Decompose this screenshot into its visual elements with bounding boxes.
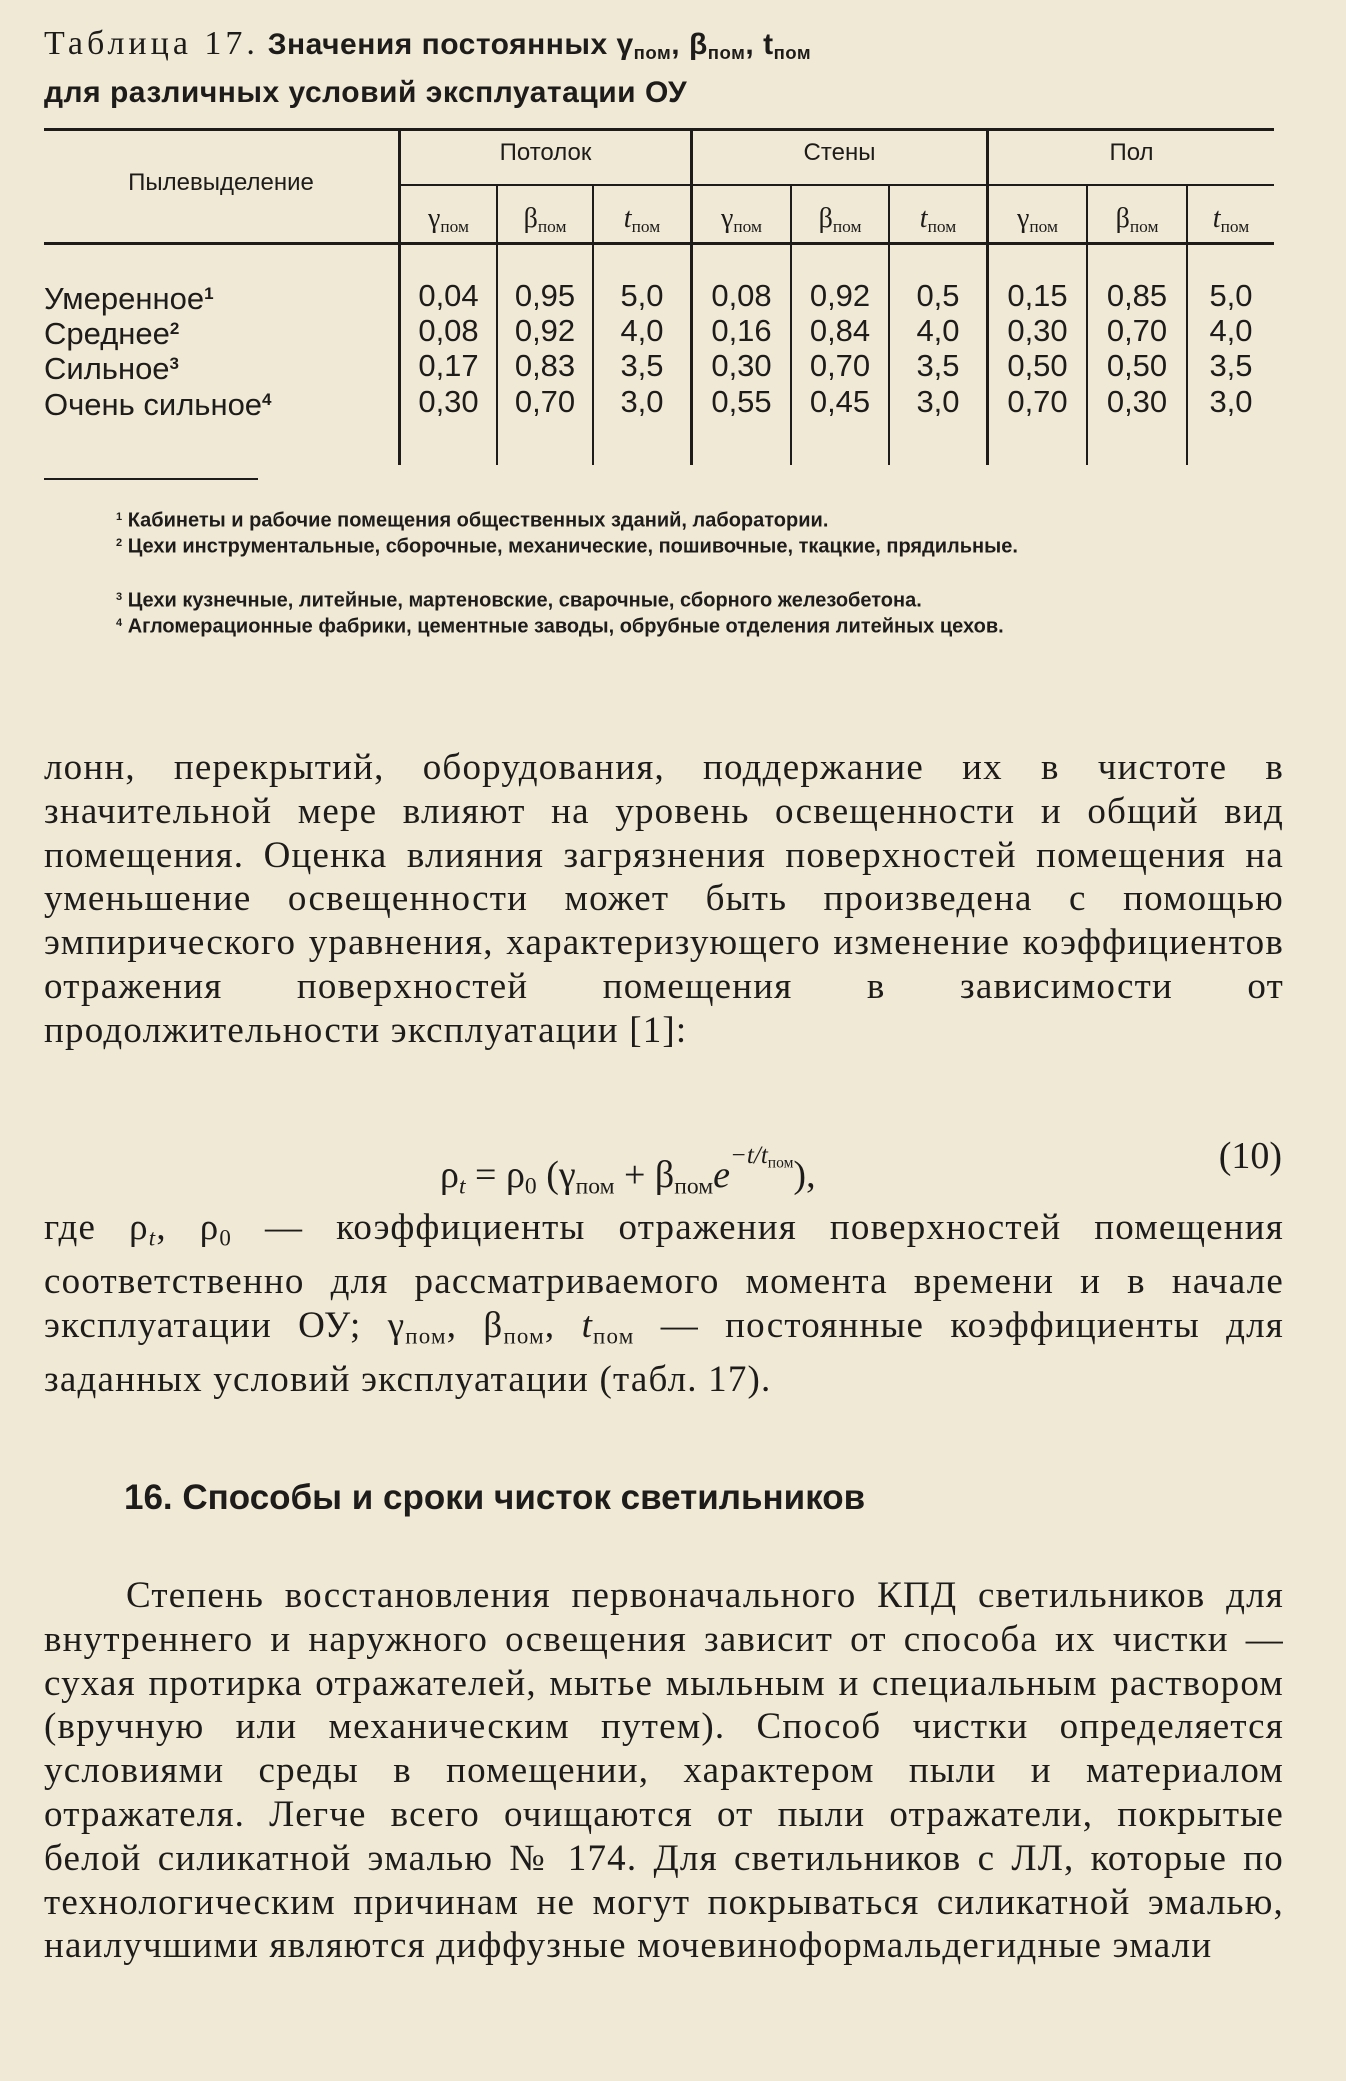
table-cell: 0,30 [1106, 384, 1168, 419]
caption-gamma: $\gamma_{пом}$ [616, 28, 672, 64]
paragraph-2: где $\rho_t$, $\rho_0$ — коэффициенты отражения поверхностей помещения соответственно для рассматриваемого момента времени и в начале эксплуатации ОУ; $\gamma_{пом}$, $\beta_{пом}$, $t_{пом}$ — постоянные коэффициенты для заданных условий эксплуатации (табл. 17). [44, 1207, 1285, 1401]
sub-header-gamma: $\gamma_{пом}$ [1017, 203, 1058, 236]
section-heading: 16. Способы и сроки чисток светильников [124, 1478, 866, 1517]
table-cell: 3,5 [620, 348, 664, 383]
table-cell: 0,83 [514, 348, 576, 383]
table-cell: 0,17 [418, 348, 479, 383]
sub-header-t: $t_{пом}$ [919, 203, 957, 236]
table-cell: 0,84 [809, 313, 871, 348]
footnote-1: $^1$ Кабинеты и рабочие помещения общественных зданий, лаборатории. [116, 509, 829, 532]
table-cell: 3,5 [916, 348, 960, 383]
formula-expression: $\rho_t = \rho_0$ $(\gamma_{пом} + \beta_{пом}e^{-t/t_{пом}})$, [440, 1142, 816, 1200]
table-cell: 0,08 [711, 278, 772, 313]
table-cell: 0,50 [1106, 348, 1168, 383]
table-cell: 0,45 [809, 384, 871, 419]
table-cell: 0,70 [1007, 384, 1068, 419]
table-cell: 0,30 [418, 384, 479, 419]
group-header-ceiling: Потолок [499, 139, 592, 166]
paragraph-3: Степень восстановления первоначального КПД светильников для внутреннего и наружного освещения зависит от способа их чистки — сухая протирка отражателей, мытье мыльным и специальным раствором (вручную или механическим путем). Способ чистки определяется условиями среды в помещении, характером пыли и материалом отражателя. Легче всего очищаются от пыли отражатели, покрытые белой силикатной эмалью № 174. Для светильников с ЛЛ, которые по технологическим причинам не могут покрываться силикатной эмалью, наилучшими являются диффузные мочевиноформальдегидные эмали [44, 1575, 1284, 1967]
paragraph-1: лонн, перекрытий, оборудования, поддержание их в чистоте в значительной мере влияют на уровень освещенности и общий вид помещения. Оценка влияния загрязнения поверхностей помещения на уменьшение освещенности может быть произведена с помощью эмпирического уравнения, характеризующего изменение коэффициентов отражения поверхностей помещения в зависимости от продолжительности эксплуатации [1]: [44, 747, 1284, 1051]
sub-header-t: $t_{пом}$ [1212, 203, 1250, 236]
sub-header-gamma: $\gamma_{пом}$ [428, 203, 469, 236]
sub-header-gamma: $\gamma_{пом}$ [721, 203, 762, 236]
table-cell: 0,04 [418, 278, 479, 313]
table-cell: 0,50 [1007, 348, 1068, 383]
footnote-4: $^4$ Агломерационные фабрики, цементные заводы, обрубные отделения литейных цехов. [116, 615, 1004, 638]
row-label-moderate: Умеренное$^1$ [44, 281, 214, 317]
table-cell: 0,16 [711, 313, 772, 348]
caption-beta: $\beta_{пом}$ [688, 28, 746, 64]
sub-header-beta: $\beta_{пом}$ [523, 203, 567, 236]
table-cell: 0,15 [1007, 278, 1068, 313]
table-top-rule [44, 128, 1274, 131]
row-label-medium: Среднее$^2$ [44, 316, 180, 352]
table-cell: 4,0 [916, 313, 960, 348]
row-label-strong: Сильное$^3$ [44, 351, 180, 387]
table-cell: 4,0 [1209, 313, 1253, 348]
table-cell: 5,0 [620, 278, 664, 313]
caption-line2: для различных условий эксплуатации ОУ [44, 76, 688, 110]
table-cell: 3,0 [916, 384, 960, 419]
sub-header-beta: $\beta_{пом}$ [1115, 203, 1159, 236]
row-header: Пылевыделение [128, 169, 314, 196]
table-cell: 3,0 [620, 384, 664, 419]
footnote-3: $^3$ Цехи кузнечные, литейные, мартеновские, сварочные, сборного железобетона. [116, 589, 922, 612]
table-cell: 3,5 [1209, 348, 1253, 383]
sub-header-beta: $\beta_{пом}$ [818, 203, 862, 236]
table-cell: 0,55 [711, 384, 772, 419]
table-cell: 0,92 [514, 313, 576, 348]
table-cell: 0,70 [809, 348, 871, 383]
table-cell: 0,70 [1106, 313, 1168, 348]
table-cell: 5,0 [1209, 278, 1253, 313]
caption-line1: Значения постоянных [267, 28, 608, 61]
group-header-walls: Стены [803, 139, 876, 166]
group-header-floor: Пол [1109, 139, 1154, 166]
table-cell: 0,30 [711, 348, 772, 383]
row-label-very-strong: Очень сильное$^4$ [44, 387, 272, 423]
table-group-rule [400, 184, 1274, 186]
formula-number: (10) [1218, 1135, 1282, 1177]
table-label: Таблица 17. [44, 25, 259, 62]
table-cell: 4,0 [620, 313, 664, 348]
footnote-2: $^2$ Цехи инструментальные, сборочные, механические, пошивочные, ткацкие, прядильные. [116, 535, 1018, 558]
sub-header-t: $t_{пом}$ [623, 203, 661, 236]
caption-t: $t_{пом}$ [763, 28, 812, 64]
footnote-separator [44, 478, 258, 480]
table-cell: 0,92 [809, 278, 871, 313]
table-cell: 0,5 [916, 278, 960, 313]
table-cell: 3,0 [1209, 384, 1253, 419]
table-cell: 0,70 [514, 384, 576, 419]
table-cell: 0,95 [514, 278, 576, 313]
table-cell: 0,30 [1007, 313, 1068, 348]
table-header-rule [44, 242, 1274, 245]
table-cell: 0,08 [418, 313, 479, 348]
table-cell: 0,85 [1106, 278, 1168, 313]
table-caption: Таблица 17. Значения постоянных $\gamma_{пом}$, $\beta_{пом}$, $t_{пом}$ для различных условий эксплуатации ОУ [44, 25, 812, 110]
